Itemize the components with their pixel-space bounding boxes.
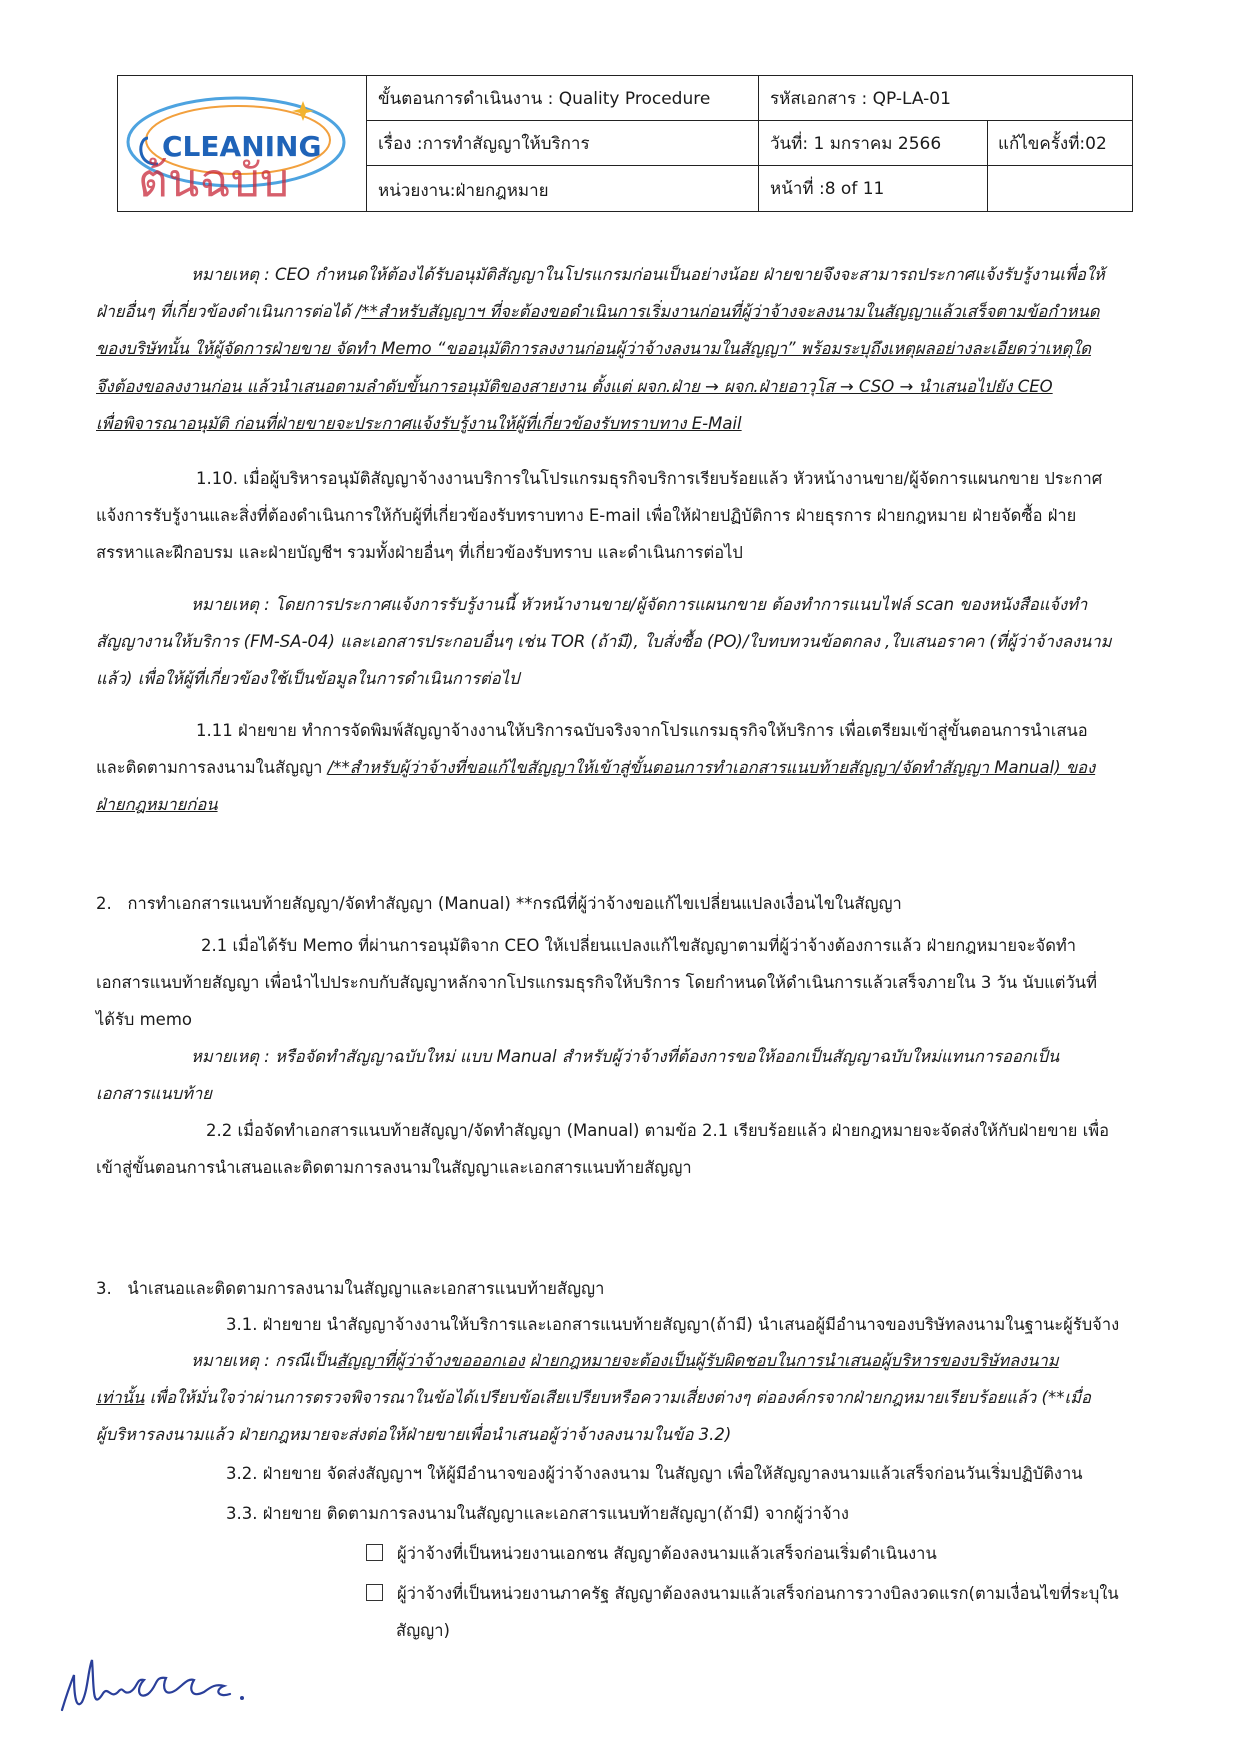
subject: เรื่อง :การทำสัญญาให้บริการ xyxy=(378,134,590,154)
company-logo xyxy=(118,76,366,210)
header-table xyxy=(117,75,1133,212)
note-paragraph: แล้ว) เพื่อให้ผู้ที่เกี่ยวข้องใช้เป็นข้อมูลในการดำเนินการต่อไป xyxy=(96,669,520,688)
body-paragraph: เอกสารแนบท้ายสัญญา เพื่อนำไปประกบกับสัญญาหลักจากโปรแกรมธุรกิจให้บริการ โดยกำหนดให้ดำเนินการแล้วเสร็จภายใน 3 วัน นับแต่วันที่ xyxy=(96,973,1097,992)
body-paragraph: 2.1 เมื่อได้รับ Memo ที่ผ่านการอนุมัติจาก CEO ให้เปลี่ยนแปลงแก้ไขสัญญาตามที่ผู้ว่าจ้างต้องการแล้ว ฝ่ายกฎหมายจะจัดทำ xyxy=(201,936,1077,955)
checkbox-label-continued: สัญญา) xyxy=(396,1621,450,1640)
note-paragraph xyxy=(96,1379,1167,1416)
note-underlined-text: ฝ่ายกฎหมายจะต้องเป็นผู้รับผิดชอบในการนำเสนอผู้บริหารของบริษัทลงนาม xyxy=(529,1351,1059,1370)
document-code: รหัสเอกสาร : QP-LA-01 xyxy=(770,89,951,109)
section-note: **กรณีที่ผู้ว่าจ้างขอแก้ไขเปลี่ยนแปลงเงื่อนไขในสัญญา xyxy=(510,894,902,913)
note-underlined-text: **สำหรับสัญญาฯ ที่จะต้องขอดำเนินการเริ่มงานก่อนที่ผู้ว่าจ้างจะลงนามในสัญญาแล้วเสร็จตามข้อกำหนด xyxy=(361,302,1100,321)
divider xyxy=(366,76,367,211)
divider xyxy=(366,165,1132,166)
body-paragraph xyxy=(96,749,1167,786)
note-paragraph: หมายเหตุ : CEO กำหนดให้ต้องได้รับอนุมัติสัญญาในโปรแกรมก่อนเป็นอย่างน้อย ฝ่ายขายจึงจะสามารถประกาศแจ้งรับรู้งานเพื่อให้ xyxy=(191,265,1105,284)
section-heading xyxy=(96,1270,1167,1307)
checkbox-label: ผู้ว่าจ้างที่เป็นหน่วยงานเอกชน สัญญาต้องลงนามแล้วเสร็จก่อนเริ่มดำเนินงาน xyxy=(397,1544,937,1563)
note-paragraph: เพื่อพิจารณาอนุมัติ ก่อนที่ฝ่ายขายจะประกาศแจ้งรับรู้งานให้ผู้ที่เกี่ยวข้องรับทราบทาง E-Mail xyxy=(96,414,742,433)
note-underlined-text: เท่านั้น xyxy=(96,1388,145,1407)
checkbox-icon xyxy=(366,1584,383,1601)
section-number: 2. xyxy=(96,894,112,913)
body-paragraph: 3.2. ฝ่ายขาย จัดส่งสัญญาฯ ให้ผู้มีอำนาจของผู้ว่าจ้างลงนาม ในสัญญา เพื่อให้สัญญาลงนามแล้วเสร็จก่อนวันเริ่มปฏิบัติงาน xyxy=(226,1464,1083,1483)
body-paragraph: 3.1. ฝ่ายขาย นำสัญญาจ้างงานให้บริการและเอกสารแนบท้ายสัญญา(ถ้ามี) นำเสนอผู้มีอำนาจของบริษัทลงนามในฐานะผู้รับจ้าง xyxy=(226,1315,1120,1334)
note-paragraph: หมายเหตุ : โดยการประกาศแจ้งการรับรู้งานนี้ หัวหน้างานขาย/ผู้จัดการแผนกขาย ต้องทำการแนบไฟล์ scan ของหนังสือแจ้งทำ xyxy=(191,595,1088,614)
note-paragraph xyxy=(96,1342,1167,1379)
note-paragraph: เอกสารแนบท้าย xyxy=(96,1084,212,1103)
note-paragraph: สัญญางานให้บริการ (FM-SA-04) และเอกสารประกอบอื่นๆ เช่น TOR (ถ้ามี), ใบสั่งซื้อ (PO)/ใบทบทวนข้อตกลง ,ใบเสนอราคา (ที่ผู้ว่าจ้างลงนาม xyxy=(96,632,1112,651)
svg-text:CLEANING: CLEANING xyxy=(162,130,322,163)
procedure-title: ขั้นตอนการดำเนินงาน : Quality Procedure xyxy=(378,89,711,109)
body-paragraph: ฝ่ายกฎหมายก่อน xyxy=(96,795,218,814)
checkbox-item xyxy=(366,1575,1167,1612)
note-text: หมายเหตุ : กรณีเป็น xyxy=(191,1351,337,1370)
note-paragraph: จึงต้องขอลงงานก่อน แล้วนำเสนอตามลำดับขั้นการอนุมัติของสายงาน ตั้งแต่ ผจก.ฝ่าย → ผจก.ฝ่ายอาวุโส → CSO → นำเสนอไปยัง CEO xyxy=(96,377,1053,396)
divider xyxy=(758,76,759,211)
note-text: เพื่อให้มั่นใจว่าผ่านการตรวจพิจารณาในข้อได้เปรียบข้อเสียเปรียบหรือความเสี่ยงต่างๆ ต่อองค์กรจากฝ่ายกฎหมายเรียบร้อยแล้ว (**เมื่อ xyxy=(144,1388,1091,1407)
department: หน่วยงาน:ฝ่ายกฎหมาย xyxy=(378,181,549,201)
note-paragraph: หมายเหตุ : หรือจัดทำสัญญาฉบับใหม่ แบบ Manual สำหรับผู้ว่าจ้างที่ต้องการขอให้ออกเป็นสัญญาฉบับใหม่แทนการออกเป็น xyxy=(191,1047,1060,1066)
divider xyxy=(366,120,1132,121)
body-paragraph: แจ้งการรับรู้งานและสิ่งที่ต้องดำเนินการให้กับผู้ที่เกี่ยวข้องรับทราบทาง E-mail เพื่อให้ฝ่ายปฏิบัติการ ฝ่ายธุรการ ฝ่ายกฎหมาย ฝ่ายจัดซื้อ ฝ่าย xyxy=(96,506,1077,525)
section-number: 3. xyxy=(96,1279,112,1298)
section-title: นำเสนอและติดตามการลงนามในสัญญาและเอกสารแนบท้ายสัญญา xyxy=(127,1279,605,1298)
body-paragraph: 3.3. ฝ่ายขาย ติดตามการลงนามในสัญญาและเอกสารแนบท้ายสัญญา(ถ้ามี) จากผู้ว่าจ้าง xyxy=(226,1504,849,1523)
checkbox-item xyxy=(366,1535,1167,1572)
section-heading xyxy=(96,885,1167,922)
body-text: และติดตามการลงนามในสัญญา xyxy=(96,758,328,777)
svg-text:ต้นฉบับ: ต้นฉบับ xyxy=(138,153,290,207)
note-text: ฝ่ายอื่นๆ ที่เกี่ยวข้องดำเนินการต่อได้ / xyxy=(96,302,362,321)
effective-date: วันที่: 1 มกราคม 2566 xyxy=(770,134,942,154)
divider xyxy=(987,121,988,211)
body-paragraph: เข้าสู่ขั้นตอนการนำเสนอและติดตามการลงนามในสัญญาและเอกสารแนบท้ายสัญญา xyxy=(96,1158,692,1177)
section-title: การทำเอกสารแนบท้ายสัญญา/จัดทำสัญญา (Manual) xyxy=(127,894,511,913)
revision-number: แก้ไขครั้งที่:02 xyxy=(998,134,1107,154)
note-paragraph: ของบริษัทนั้น ให้ผู้จัดการฝ่ายขาย จัดทำ Memo “ขออนุมัติการลงงานก่อนผู้ว่าจ้างลงนามในสัญญา” พร้อมระบุถึงเหตุผลอย่างละเอียดว่าเหตุใด xyxy=(96,339,1091,358)
checkbox-label: ผู้ว่าจ้างที่เป็นหน่วยงานภาครัฐ สัญญาต้องลงนามแล้วเสร็จก่อนการวางบิลงวดแรก(ตามเงื่อนไขที่ระบุใน xyxy=(397,1584,1119,1603)
note-underlined-text: สัญญาที่ผู้ว่าจ้างขอออกเอง xyxy=(336,1351,525,1370)
handwritten-signature xyxy=(54,1640,254,1734)
note-paragraph: ผู้บริหารลงนามแล้ว ฝ่ายกฎหมายจะส่งต่อให้ฝ่ายขายเพื่อนำเสนอผู้ว่าจ้างลงนามในข้อ 3.2) xyxy=(96,1425,732,1444)
checkbox-icon xyxy=(366,1544,383,1561)
note-paragraph xyxy=(96,293,1167,330)
body-paragraph: สรรหาและฝึกอบรม และฝ่ายบัญชีฯ รวมทั้งฝ่ายอื่นๆ ที่เกี่ยวข้องรับทราบ และดำเนินการต่อไป xyxy=(96,543,743,562)
page-number: หน้าที่ :8 of 11 xyxy=(770,179,885,199)
body-paragraph: 1.10. เมื่อผู้บริหารอนุมัติสัญญาจ้างงานบริการในโปรแกรมธุรกิจบริการเรียบร้อยแล้ว หัวหน้างานขาย/ผู้จัดการแผนกขาย ประกาศ xyxy=(196,469,1103,488)
body-paragraph: 2.2 เมื่อจัดทำเอกสารแนบท้ายสัญญา/จัดทำสัญญา (Manual) ตามข้อ 2.1 เรียบร้อยแล้ว ฝ่ายกฎหมายจะจัดส่งให้กับฝ่ายขาย เพื่อ xyxy=(206,1121,1110,1140)
note-underlined-text: /**สำหรับผู้ว่าจ้างที่ขอแก้ไขสัญญาให้เข้าสู่ขั้นตอนการทำเอกสารแนบท้ายสัญญา/จัดทำสัญญา Manual) ของ xyxy=(327,758,1096,777)
body-paragraph: 1.11 ฝ่ายขาย ทำการจัดพิมพ์สัญญาจ้างงานให้บริการฉบับจริงจากโปรแกรมธุรกิจให้บริการ เพื่อเตรียมเข้าสู่ขั้นตอนการนำเสนอ xyxy=(196,721,1088,740)
body-paragraph: ได้รับ memo xyxy=(96,1010,192,1029)
